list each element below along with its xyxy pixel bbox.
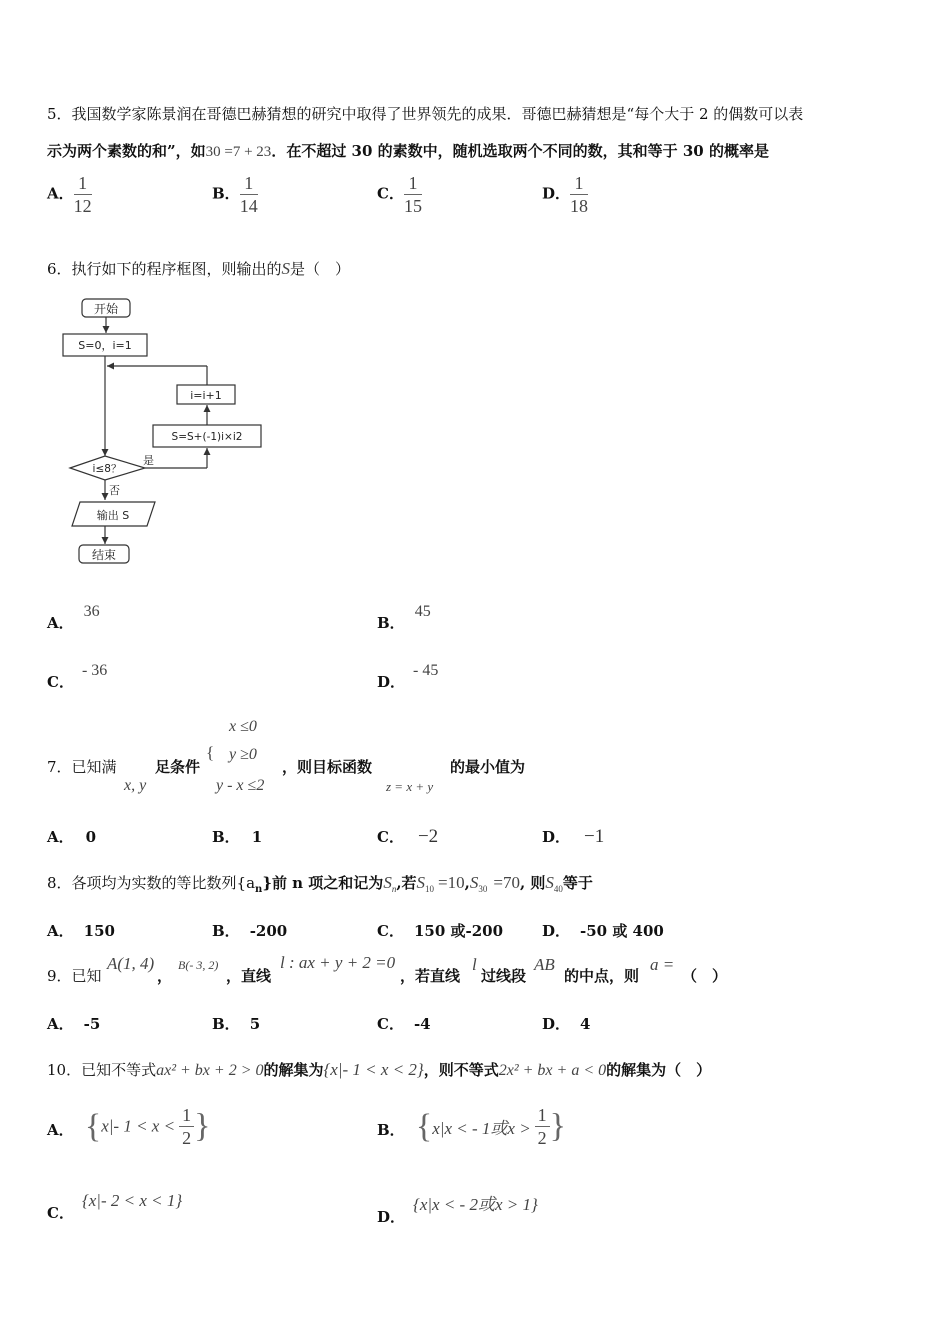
q8-option-c[interactable]: C． 150 或-200	[377, 922, 504, 940]
q9-a-eq: a =	[650, 955, 675, 974]
q7-option-a[interactable]: A． 0	[47, 828, 97, 846]
fraction: $\frac{1}{18}$	[570, 173, 589, 216]
q7-objective: z = x + y	[386, 779, 434, 794]
flowchart	[55, 292, 285, 572]
q9-stem-f: （ ）	[682, 967, 728, 985]
q5-line1: 5．我国数学家陈景润在哥德巴赫猜想的研究中取得了世界领先的成果．哥德巴赫猜想是“每个大于 2 的偶数可以表	[47, 105, 804, 123]
q7-stem-d: 的最小值为	[450, 758, 526, 776]
q10-stem: 10．已知不等式ax² + bx + 2 > 0的解集为{x|- 1 < x < 2}，则不等式2x² + bx + a < 0的解集为（ ）	[47, 1060, 712, 1079]
fraction: $\frac{1}{2}$	[179, 1104, 194, 1149]
q7-option-b[interactable]: B． 1	[212, 828, 263, 846]
fraction: $\frac{1}{15}$	[403, 173, 422, 216]
q8-stem: 8．各项均为实数的等比数列$\{a_n\}$前 n 项之和记为$S_n$,若$S_{10} =10,S_{30} =70$, 则$S_{40}$等于	[47, 873, 593, 895]
q6-option-c[interactable]: C．- 36	[47, 662, 108, 691]
fraction: $\frac{1}{2}$	[535, 1104, 550, 1149]
q7-stem-c: ，则目标函数	[282, 758, 373, 776]
q9-pointB: B(- 3, 2)	[178, 958, 219, 972]
flow-incr-text: i=i+1	[190, 389, 222, 402]
q9-stem-c: ，若直线	[400, 967, 461, 985]
q5-option-b[interactable]: B． $\frac{1}{14}$	[212, 173, 258, 216]
q9-pointA: A(1, 4)	[107, 954, 155, 973]
q9-option-d[interactable]: D． 4	[542, 1015, 591, 1033]
q10-set: {x|- 1 < x < 2}	[323, 1060, 424, 1079]
q9-stem-e: 的中点，则	[564, 967, 640, 985]
q7-cond3: y - x ≤2	[216, 777, 265, 794]
flow-start-text: 开始	[93, 302, 119, 316]
q9-l: l	[472, 955, 477, 974]
flow-update-text: S=S+(-1)i×i2	[171, 431, 243, 443]
q7-option-c[interactable]: C． −2	[377, 826, 439, 847]
fraction: $\frac{1}{12}$	[73, 173, 92, 216]
q9-ab: AB	[534, 955, 555, 974]
flow-cond-text: i≤8？	[92, 463, 122, 475]
q7-stem-b: 足条件	[155, 758, 201, 776]
q7-stem-a: 7．已知满	[47, 758, 117, 776]
q9-line: l : ax + y + 2 =0	[280, 953, 396, 972]
flow-no: 否	[109, 484, 120, 497]
flow-output-text: 输出 S	[96, 509, 130, 522]
q9-stem: 9．已知	[47, 967, 102, 985]
q7-cond2: y ≥0	[229, 746, 257, 763]
q8-option-d[interactable]: D． -50 或 400	[542, 922, 664, 940]
flow-end-text: 结束	[91, 548, 117, 562]
q7-option-d[interactable]: D． −1	[542, 826, 605, 847]
q10-option-a[interactable]: A． {x|- 1 < x < $\frac{1}{2}$ }	[47, 1105, 211, 1148]
q7-cond1: x ≤0	[229, 718, 257, 735]
q9-stem-b: ，直线	[226, 967, 272, 985]
q10-option-d[interactable]: D．{x|x < - 2或x > 1}	[377, 1195, 538, 1226]
q5-math: 30 =7 + 23	[205, 144, 272, 160]
q6-option-d[interactable]: D．- 45	[377, 662, 439, 691]
q7-brace: {	[206, 743, 215, 762]
q6-option-b[interactable]: B．45	[377, 603, 431, 632]
q5-option-a[interactable]: A． $\frac{1}{12}$	[47, 173, 92, 216]
q8-option-a[interactable]: A． 150	[47, 922, 115, 940]
q9-option-a[interactable]: A． -5	[47, 1015, 101, 1033]
q5-option-c[interactable]: C． $\frac{1}{15}$	[377, 173, 422, 216]
q10-option-b[interactable]: B． {x|x < - 1或x > $\frac{1}{2}$ }	[377, 1105, 566, 1148]
q5-option-d[interactable]: D． $\frac{1}{18}$	[542, 173, 589, 216]
q8-option-b[interactable]: B． -200	[212, 922, 288, 940]
q9-sep: ，	[157, 967, 173, 985]
q6-option-a[interactable]: A．36	[47, 603, 100, 632]
q6-stem: 6．执行如下的程序框图，则输出的S是（ ）	[47, 259, 351, 278]
q5-line2: 示为两个素数的和”，如30 =7 + 23．在不超过 30 的素数中，随机选取两个不同的数，其和等于 30 的概率是	[47, 142, 769, 160]
q10-option-c[interactable]: C．{x|- 2 < x < 1}	[47, 1191, 183, 1222]
q9-option-b[interactable]: B． 5	[212, 1015, 261, 1033]
q7-vars: x, y	[124, 777, 147, 794]
flow-yes: 是	[143, 454, 154, 467]
q9-option-c[interactable]: C． -4	[377, 1015, 431, 1033]
q9-stem-d: 过线段	[481, 967, 527, 985]
fraction: $\frac{1}{14}$	[239, 173, 258, 216]
flow-init-text: S=0，i=1	[78, 339, 132, 352]
